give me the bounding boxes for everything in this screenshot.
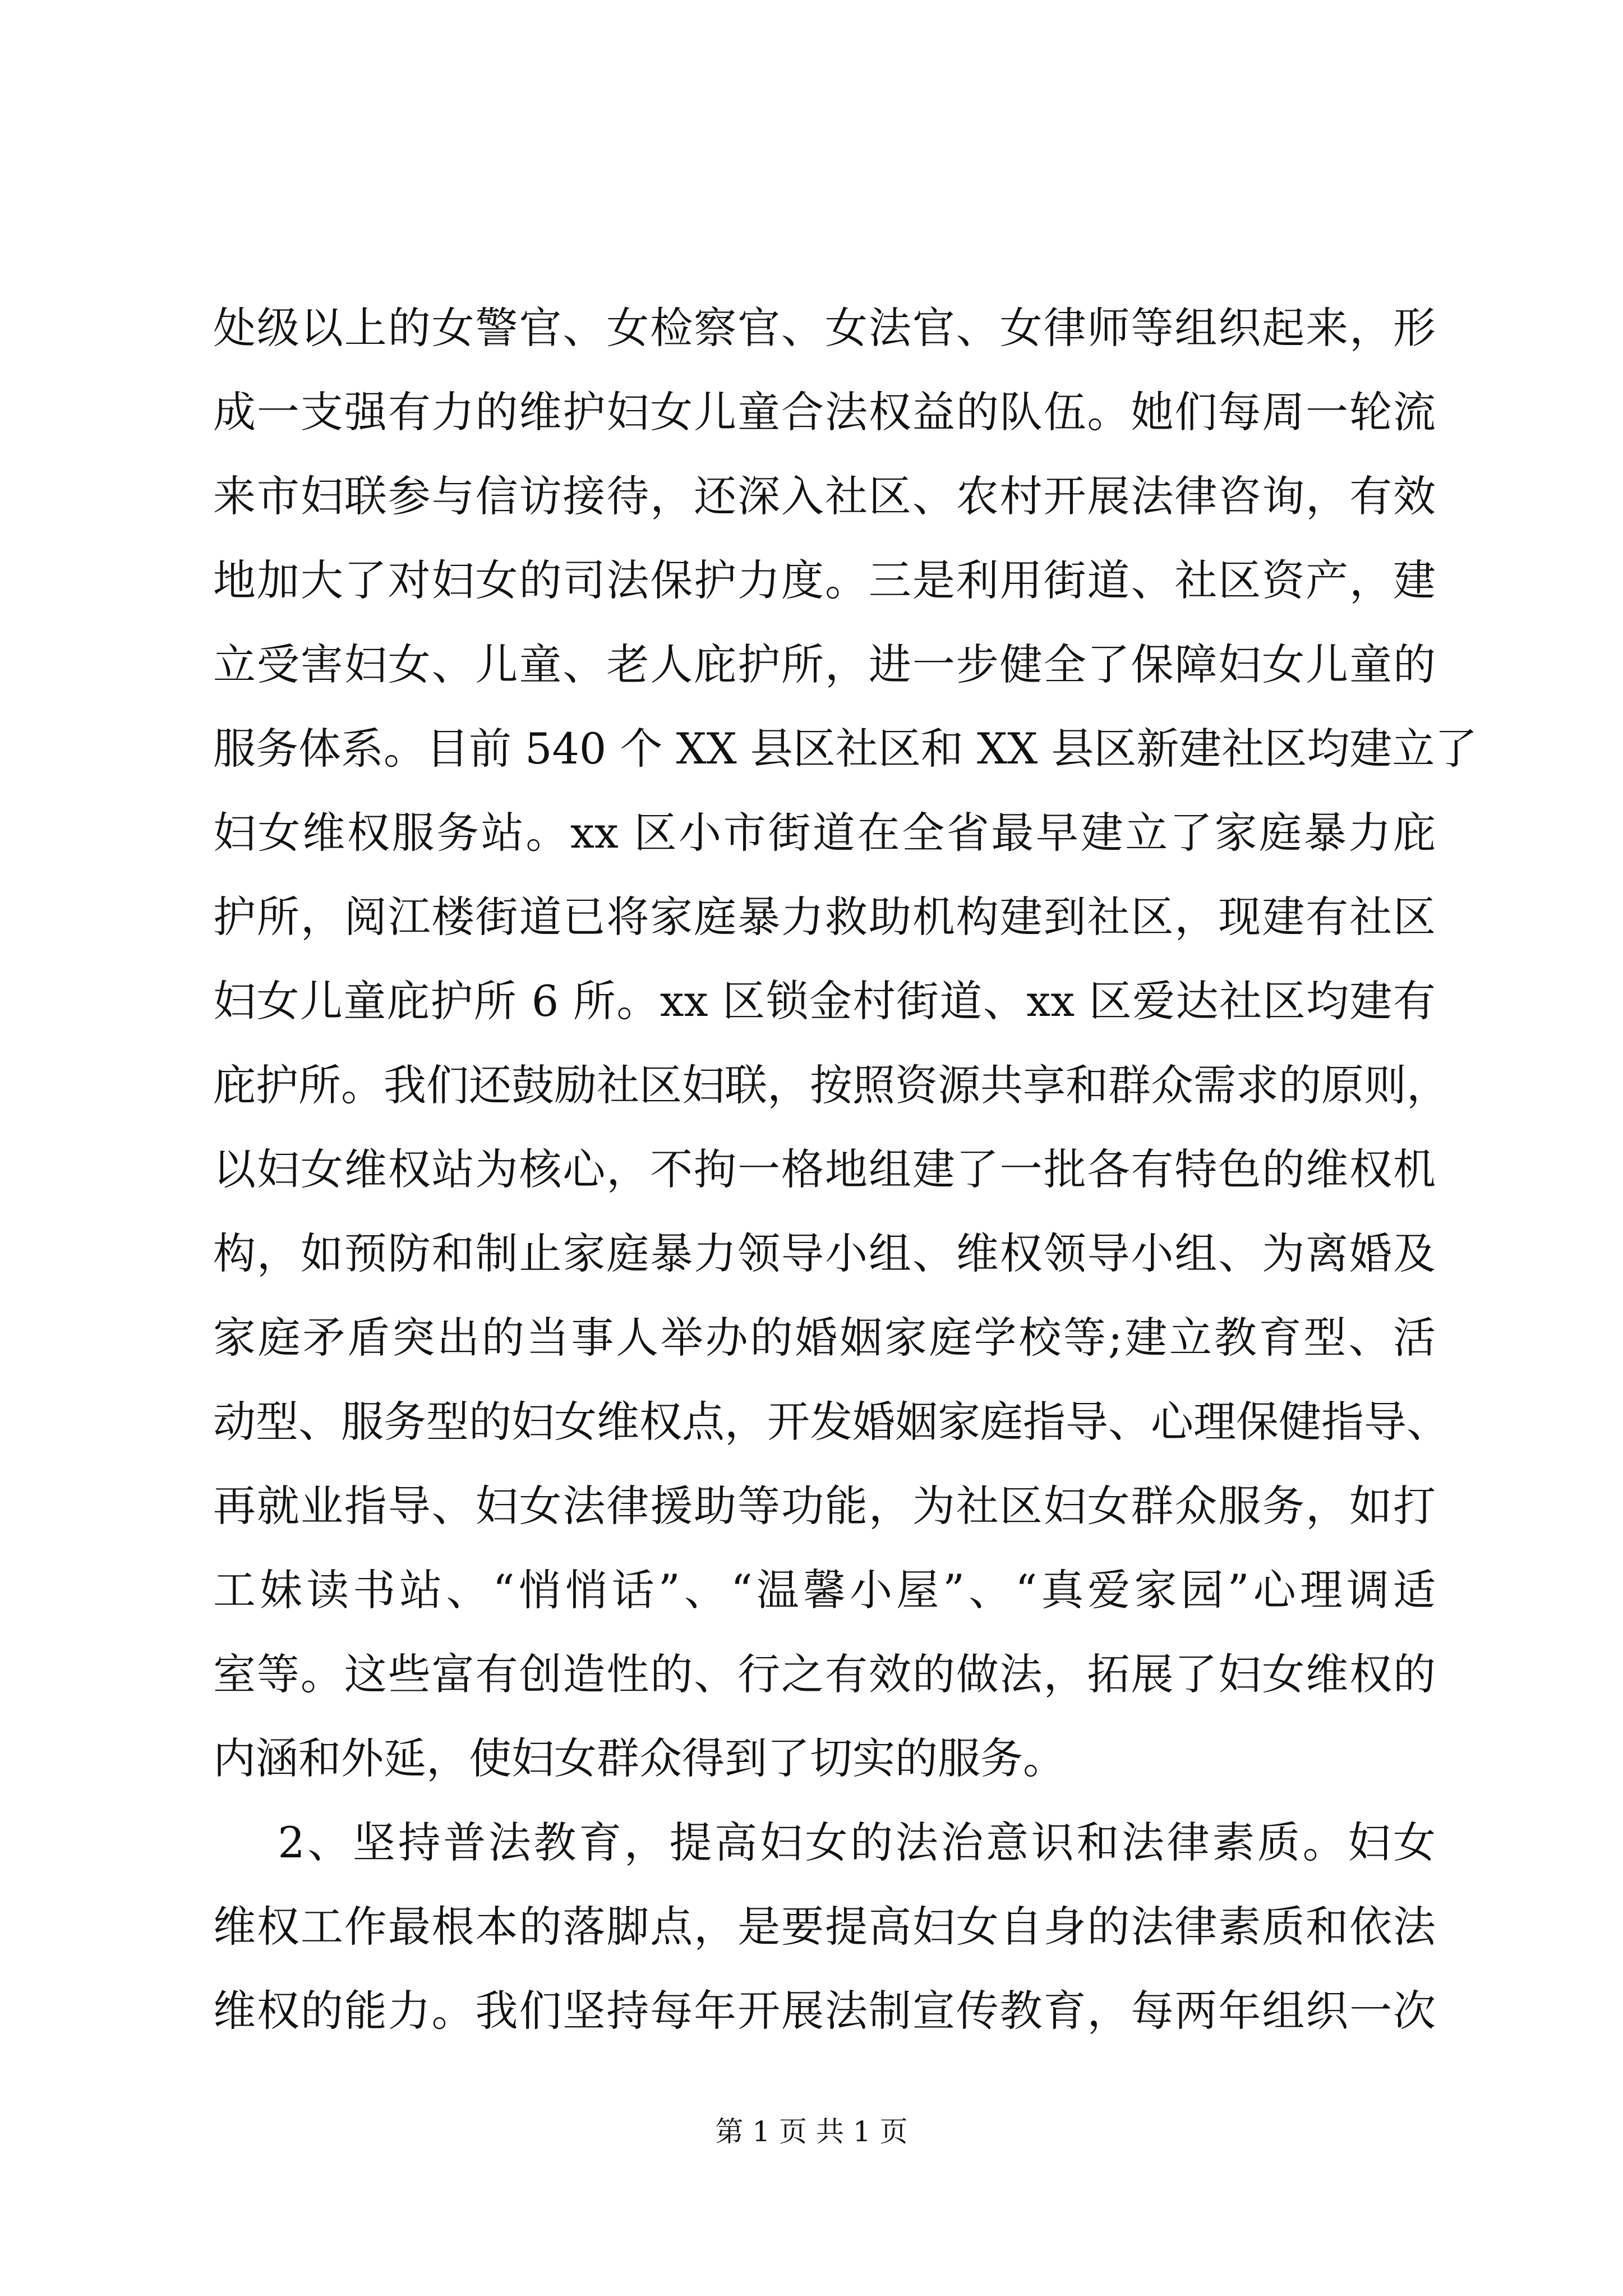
text-line: 构，如预防和制止家庭暴力领导小组、维权领导小组、为离婚及 — [213, 1228, 1436, 1278]
text-line: 处级以上的女警官、女检察官、女法官、女律师等组织起来，形 — [213, 303, 1436, 353]
text-line: 以妇女维权站为核心，不拘一格地组建了一批各有特色的维权机 — [213, 1144, 1436, 1194]
text-line: 室等。这些富有创造性的、行之有效的做法，拓展了妇女维权的 — [213, 1649, 1436, 1699]
text-line: 地加大了对妇女的司法保护力度。三是利用街道、社区资产，建 — [213, 555, 1436, 605]
text-line: 动型、服务型的妇女维权点，开发婚姻家庭指导、心理保健指导、 — [213, 1397, 1449, 1447]
text-line: 维权工作最根本的落脚点，是要提高妇女自身的法律素质和依法 — [213, 1902, 1436, 1952]
text-line: 工妹读书站、“悄悄话”、“温馨小屋”、“真爱家园”心理调适 — [213, 1565, 1436, 1615]
text-line: 妇女儿童庇护所 6 所。xx 区锁金村街道、xx 区爱达社区均建有 — [213, 976, 1436, 1026]
text-line: 再就业指导、妇女法律援助等功能，为社区妇女群众服务，如打 — [213, 1481, 1436, 1531]
text-line: 来市妇联参与信访接待，还深入社区、农村开展法律咨询，有效 — [213, 471, 1436, 521]
text-line: 妇女维权服务站。xx 区小市街道在全省最早建立了家庭暴力庇 — [213, 808, 1436, 858]
page-number-footer: 第 1 页 共 1 页 — [715, 2115, 908, 2148]
text-line: 成一支强有力的维护妇女儿童合法权益的队伍。她们每周一轮流 — [213, 387, 1436, 437]
text-line: 家庭矛盾突出的当事人举办的婚姻家庭学校等;建立教育型、活 — [213, 1313, 1436, 1363]
text-line: 庇护所。我们还鼓励社区妇联，按照资源共享和群众需求的原则， — [213, 1060, 1449, 1110]
text-line: 立受害妇女、儿童、老人庇护所，进一步健全了保障妇女儿童的 — [213, 639, 1436, 689]
text-line: 护所，阅江楼街道已将家庭暴力救助机构建到社区，现建有社区 — [213, 892, 1436, 942]
text-line: 维权的能力。我们坚持每年开展法制宣传教育，每两年组织一次 — [213, 1986, 1436, 2036]
text-line: 内涵和外延，使妇女群众得到了切实的服务。 — [213, 1733, 1066, 1783]
text-line: 服务体系。目前 540 个 XX 县区社区和 XX 县区新建社区均建立了 — [213, 724, 1478, 774]
paragraph-start-line: 2、坚持普法教育，提高妇女的法治意识和法律素质。妇女 — [213, 1818, 1436, 1867]
